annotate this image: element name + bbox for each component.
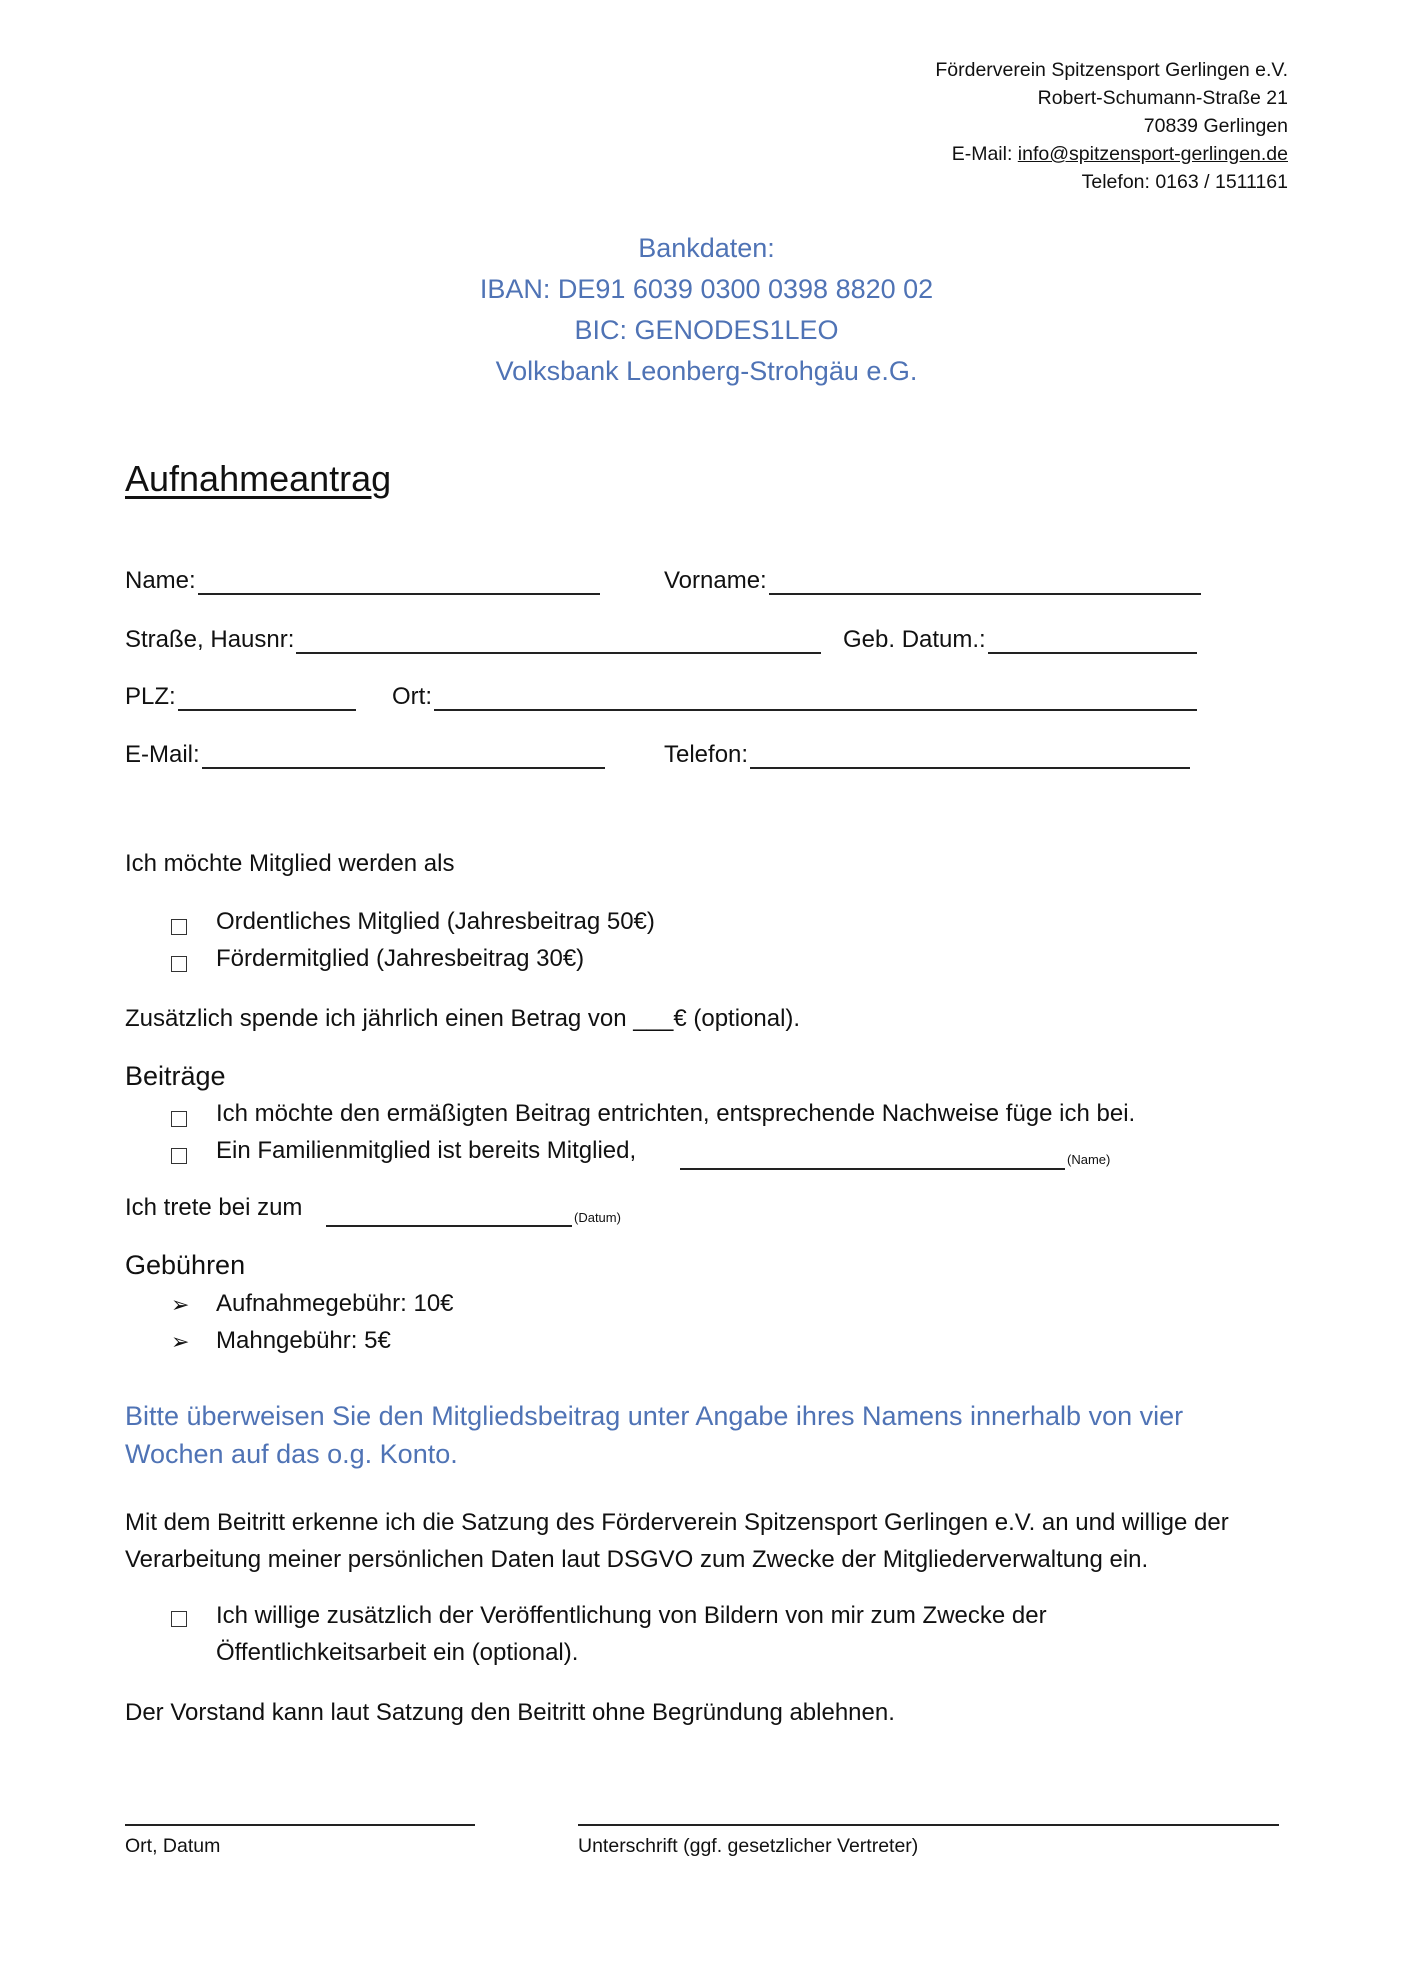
membership-intro: Ich möchte Mitglied werden als	[125, 850, 455, 877]
arrow-bullet-icon: ➢	[171, 1292, 190, 1317]
strasse-label: Straße, Hausnr:	[125, 626, 295, 653]
telefon-field[interactable]	[664, 735, 1190, 769]
geb-datum-label: Geb. Datum.:	[843, 626, 986, 653]
familie-label: Ein Familienmitglied ist bereits Mitglied,	[216, 1137, 637, 1164]
checkbox-photo-consent[interactable]	[171, 1611, 187, 1632]
consent-text: Mit dem Beitritt erkenne ich die Satzung des Förderverein Spitzensport Gerlingen e.V. an und willige der Verarbeitung meiner persönlichen Daten laut DSGVO zum Zwecke der Mitgliederverwaltung ein.	[125, 1509, 1229, 1573]
geb-datum-input-line[interactable]	[988, 626, 1197, 654]
arrow-bullet-icon: ➢	[171, 1329, 190, 1354]
strasse-field[interactable]	[125, 620, 821, 654]
board-note: Der Vorstand kann laut Satzung den Beitritt ohne Begründung ablehnen.	[125, 1699, 895, 1726]
name-field[interactable]	[125, 561, 600, 595]
ort-input-line[interactable]	[434, 683, 1197, 711]
checkbox-familie[interactable]	[171, 1148, 187, 1169]
bank-heading: Bankdaten:	[638, 233, 775, 263]
email-link[interactable]: info@spitzensport-gerlingen.de	[1017, 143, 1288, 165]
checkbox-ordentlich[interactable]	[171, 919, 187, 940]
join-date-line[interactable]	[326, 1225, 572, 1227]
geb-datum-field[interactable]	[843, 620, 1197, 654]
email-input-line[interactable]	[202, 741, 605, 769]
vorname-label: Vorname:	[664, 567, 767, 594]
join-date-hint: (Datum)	[574, 1210, 621, 1225]
payment-notice: Bitte überweisen Sie den Mitgliedsbeitrag unter Angabe ihres Namens innerhalb von vier Wochen auf das o.g. Konto.	[125, 1401, 1184, 1469]
donation-text: Zusätzlich spende ich jährlich einen Betrag von ___€ (optional).	[125, 1005, 801, 1032]
sender-address	[935, 56, 1288, 196]
bank-name: Volksbank Leonberg-Strohgäu e.G.	[495, 356, 918, 386]
telefon-input-line[interactable]	[750, 741, 1190, 769]
vorname-input-line[interactable]	[769, 567, 1201, 595]
mahngebuehr: Mahngebühr: 5€	[216, 1327, 391, 1354]
join-text: Ich trete bei zum	[125, 1194, 303, 1221]
signature-label: Unterschrift (ggf. gesetzlicher Vertreter)	[578, 1835, 919, 1857]
familie-name-line[interactable]	[680, 1168, 1065, 1170]
bank-iban: IBAN: DE91 6039 0300 0398 8820 02	[479, 274, 934, 304]
strasse-input-line[interactable]	[296, 626, 821, 654]
page-title: Aufnahmeantrag	[125, 458, 392, 499]
ermaessigt-label: Ich möchte den ermäßigten Beitrag entrichten, entsprechende Nachweise füge ich bei.	[216, 1100, 1136, 1127]
plz-input-line[interactable]	[178, 683, 356, 711]
bank-details	[0, 228, 1413, 392]
bank-bic: BIC: GENODES1LEO	[574, 315, 839, 345]
gebuehren-heading: Gebühren	[125, 1250, 246, 1280]
aufnahmegebuehr: Aufnahmegebühr: 10€	[216, 1290, 454, 1317]
photo-consent-text: Ich willige zusätzlich der Veröffentlichung von Bildern von mir zum Zwecke der Öffentlichkeitsarbeit ein (optional).	[216, 1602, 1047, 1666]
place-date-label: Ort, Datum	[125, 1835, 221, 1857]
checkbox-ermaessigt[interactable]	[171, 1111, 187, 1132]
option-foerder-label: Fördermitglied (Jahresbeitrag 30€)	[216, 945, 585, 972]
ort-label: Ort:	[392, 683, 432, 710]
city: 70839 Gerlingen	[1143, 115, 1288, 137]
telefon-label: Telefon:	[664, 741, 749, 768]
street: Robert-Schumann-Straße 21	[1037, 87, 1288, 109]
option-ordentlich-label: Ordentliches Mitglied (Jahresbeitrag 50€)	[216, 908, 655, 935]
phone: Telefon: 0163 / 1511161	[1081, 171, 1288, 193]
email-label: E-Mail:	[951, 143, 1018, 165]
plz-field[interactable]	[125, 677, 356, 711]
name-label: Name:	[125, 567, 196, 594]
vorname-field[interactable]	[664, 561, 1201, 595]
org-name: Förderverein Spitzensport Gerlingen e.V.	[935, 59, 1288, 81]
place-date-line[interactable]	[125, 1822, 475, 1826]
email-field[interactable]	[125, 735, 605, 769]
ort-field[interactable]	[392, 677, 1197, 711]
name-input-line[interactable]	[198, 567, 600, 595]
email-field-label: E-Mail:	[125, 741, 200, 768]
beitraege-heading: Beiträge	[125, 1061, 226, 1091]
email-line	[935, 140, 1288, 168]
familie-name-hint: (Name)	[1067, 1152, 1111, 1167]
checkbox-foerder[interactable]	[171, 956, 187, 977]
signature-line[interactable]	[578, 1822, 1279, 1826]
plz-label: PLZ:	[125, 683, 176, 710]
